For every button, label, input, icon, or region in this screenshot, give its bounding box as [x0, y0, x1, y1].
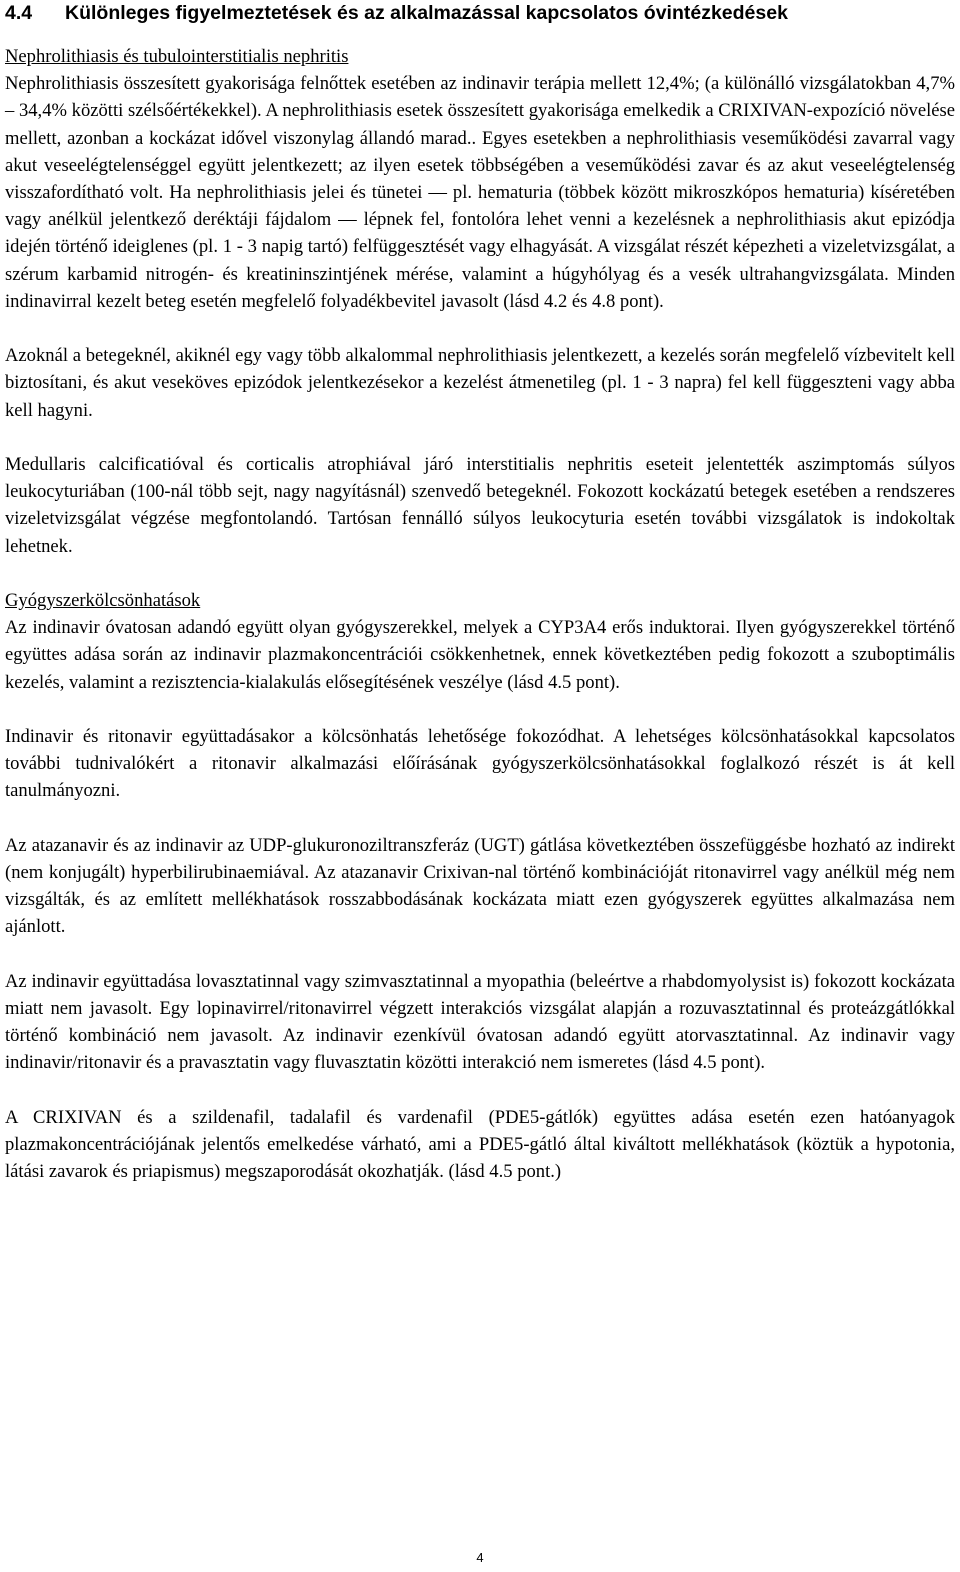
section-title: Különleges figyelmeztetések és az alkalmazással kapcsolatos óvintézkedések: [65, 2, 788, 24]
nephrolithiasis-heading: Nephrolithiasis és tubulointerstitialis nephritis: [5, 46, 349, 67]
section-number: 4.4: [5, 2, 33, 24]
paragraph: Indinavir és ritonavir együttadásakor a kölcsönhatás lehetősége fokozódhat. A lehetséges kölcsönhatásokkal kapcsolatos további tudnivalókért a ritonavir alkalmazási előírásának gyógyszerkölcsönhatásokkal foglalkozó részét is át kell tanulmányozni.: [5, 726, 955, 802]
paragraph: Medullaris calcificatióval és corticalis atrophiával járó interstitialis nephritis eseteit jelentették aszimptomás súlyos leukocyturiában (100-nál több sejt, nagy nagyításnál) szenvedő betegeknél. Fokozott kockázatú betegek esetében a rendszeres vizeletvizsgálat végzése megfontolandó. Tartósan fennálló súlyos leukocyturia esetén további vizsgálatok is indokoltak lehetnek.: [5, 454, 955, 557]
page-number: 4: [476, 1550, 484, 1565]
section-heading: [5, 0, 955, 26]
interactions-heading: Gyógyszerkölcsönhatások: [5, 590, 201, 612]
paragraph: Az atazanavir és az indinavir az UDP-glukuronoziltranszferáz (UGT) gátlása következtében összefüggésbe hozható az indirekt (nem konjugált) hyperbilirubinaemiával. Az atazanavir Crixivan-nal történő kombinációját ritonavirrel vagy anélkül még nem vizsgálták, és az említett mellékhatások rosszabbodásának kockázata miatt ezen gyógyszerek együttes alkalmazása nem ajánlott.: [5, 834, 955, 938]
document-page: [5, 0, 955, 1213]
interactions-subsection: [5, 587, 955, 1185]
paragraph: Nephrolithiasis összesített gyakorisága felnőttek esetében az indinavir terápia mellett 12,4%; (a különálló vizsgálatokban 4,7% – 34,4% közötti szélsőértékekkel). A nephrolithiasis esetek összesített gyakorisága emelkedik a CRIXIVAN-expozíció növelése mellett, azonban a kockázat idővel viszonylag állandó marad.. Egyes esetekben a nephrolithiasis veseműködési zavarral vagy akut veseelégtelenséggel együtt jelentkezett; az ilyen esetek többségében a veseműködési zavar és az akut veseelégtelenség visszafordítható volt. Ha nephrolithiasis jelei és tünetei — pl. hematuria (többek között mikroszkópos hematuria) kíséretében vagy anélkül jelentkező deréktáji fájdalom — lépnek fel, fontolóra lehet venni a kezelésnek a nephrolithiasis akut epizódja idején történő ideiglenes (pl. 1 - 3 napig tartó) felfüggesztését vagy elhagyását. A vizsgálat részét képezheti a vizeletvizsgálat, a szérum karbamid nitrogén- és kreatininszintjének mérése, valamint a húgyhólyag és a vesék ultrahangvizsgálata. Minden indinavirral kezelt beteg esetén megfelelő folyadékbevitel javasolt (lásd 4.2 és 4.8 pont).: [5, 73, 955, 312]
section-content: [5, 43, 955, 1185]
paragraph: A CRIXIVAN és a szildenafil, tadalafil és vardenafil (PDE5-gátlók) együttes adása esetén ezen hatóanyagok plazmakoncentrációjának jelentős emelkedése várható, ami a PDE5-gátló által kiváltott mellékhatások (köztük a hypotonia, látási zavarok és priapismus) megszaporodását okozhatják. (lásd 4.5 pont.): [5, 1106, 955, 1183]
paragraph: Az indinavir együttadása lovasztatinnal vagy szimvasztatinnal a myopathia (beleértve a rhabdomyolysist is) fokozott kockázata miatt nem javasolt. Egy lopinavirrel/ritonavirrel végzett interakciós vizsgálat alapján a rozuvasztatinnal és proteázgátlókkal történő kombináció nem javasolt. Az indinavir ezenkívül óvatosan adandó együtt atorvasztatinnal. Az indinavir vagy indinavir/ritonavir és a pravasztatin vagy fluvasztatin közötti interakció nem ismeretes (lásd 4.5 pont).: [5, 970, 955, 1074]
paragraph: Az indinavir óvatosan adandó együtt olyan gyógyszerekkel, melyek a CYP3A4 erős induktorai. Ilyen gyógyszerekkel történő együttes adása során az indinavir plazmakoncentrációi csökkenhetnek, ennek következtében pedig fokozott a szuboptimális kezelés, valamint a rezisztencia-kialakulás elősegítésének veszélye (lásd 4.5 pont).: [5, 617, 955, 693]
nephrolithiasis-subsection: [5, 43, 955, 560]
paragraph: Azoknál a betegeknél, akiknél egy vagy több alkalommal nephrolithiasis jelentkezett, a kezelés során megfelelő vízbevitelt kell biztosítani, és akut veseköves epizódok jelentkezésekor a kezelést átmenetileg (pl. 1 - 3 napra) fel kell függeszteni vagy abba kell hagyni.: [5, 345, 955, 421]
